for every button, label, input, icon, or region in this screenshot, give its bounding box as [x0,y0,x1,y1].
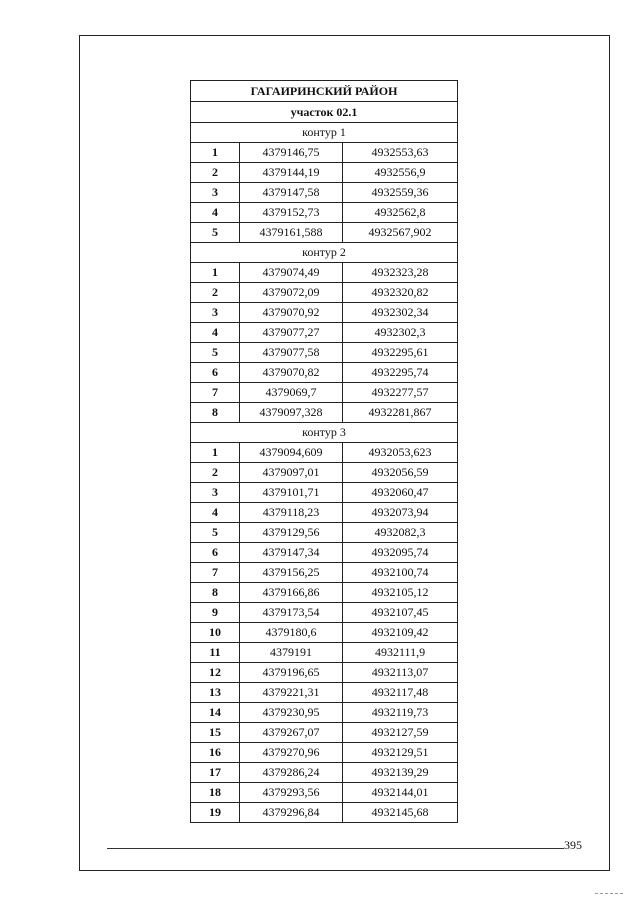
table-row [191,783,458,803]
table-row [191,163,458,183]
coordinate-x: 4379077,27 [240,323,343,343]
table-row [191,683,458,703]
table-row [191,463,458,483]
table-row [191,743,458,763]
table-row [191,543,458,563]
point-number: 8 [191,403,240,423]
coordinates-table-body [191,81,458,823]
coordinate-x: 4379156,25 [240,563,343,583]
coordinate-x: 4379286,24 [240,763,343,783]
table-row [191,203,458,223]
contour-label: контур 1 [191,123,458,143]
point-number: 9 [191,603,240,623]
coordinate-y: 4932095,74 [343,543,458,563]
point-number: 2 [191,163,240,183]
point-number: 5 [191,343,240,363]
table-row [191,703,458,723]
coordinate-y: 4932139,29 [343,763,458,783]
coordinate-y: 4932302,3 [343,323,458,343]
coordinate-x: 4379074,49 [240,263,343,283]
coordinate-x: 4379166,86 [240,583,343,603]
table-row [191,563,458,583]
point-number: 4 [191,503,240,523]
point-number: 17 [191,763,240,783]
coordinate-y: 4932109,42 [343,623,458,643]
table-row [191,763,458,783]
contour-label: контур 2 [191,243,458,263]
coordinate-y: 4932056,59 [343,463,458,483]
coordinate-y: 4932553,63 [343,143,458,163]
coordinate-y: 4932082,3 [343,523,458,543]
coordinate-x: 4379070,82 [240,363,343,383]
table-row [191,523,458,543]
coordinate-y: 4932559,36 [343,183,458,203]
coordinate-y: 4932302,34 [343,303,458,323]
table-row [191,443,458,463]
coordinate-y: 4932111,9 [343,643,458,663]
coordinate-y: 4932145,68 [343,803,458,823]
contour-header-row [191,243,458,263]
table-row [191,183,458,203]
coordinate-y: 4932119,73 [343,703,458,723]
contour-header-row [191,123,458,143]
coordinate-x: 4379072,09 [240,283,343,303]
point-number: 4 [191,203,240,223]
table-row [191,363,458,383]
contour-label: контур 3 [191,423,458,443]
table-row [191,663,458,683]
coordinate-y: 4932053,623 [343,443,458,463]
coordinate-y: 4932060,47 [343,483,458,503]
coordinate-x: 4379267,07 [240,723,343,743]
point-number: 18 [191,783,240,803]
coordinate-y: 4932556,9 [343,163,458,183]
point-number: 12 [191,663,240,683]
point-number: 13 [191,683,240,703]
coordinate-y: 4932567,902 [343,223,458,243]
coordinate-y: 4932323,28 [343,263,458,283]
point-number: 14 [191,703,240,723]
coordinate-y: 4932100,74 [343,563,458,583]
coordinate-x: 4379077,58 [240,343,343,363]
point-number: 19 [191,803,240,823]
coordinate-x: 4379196,65 [240,663,343,683]
coordinate-x: 4379191 [240,643,343,663]
coordinate-x: 4379097,01 [240,463,343,483]
coordinate-x: 4379097,328 [240,403,343,423]
point-number: 1 [191,143,240,163]
table-row [191,303,458,323]
coordinate-x: 4379230,95 [240,703,343,723]
point-number: 3 [191,303,240,323]
coordinate-y: 4932277,57 [343,383,458,403]
point-number: 3 [191,183,240,203]
point-number: 15 [191,723,240,743]
table-row [191,603,458,623]
coordinate-x: 4379118,23 [240,503,343,523]
table-row [191,383,458,403]
coordinate-x: 4379094,609 [240,443,343,463]
coordinate-x: 4379173,54 [240,603,343,623]
point-number: 2 [191,463,240,483]
coordinate-y: 4932073,94 [343,503,458,523]
point-number: 16 [191,743,240,763]
point-number: 7 [191,563,240,583]
table-row [191,583,458,603]
point-number: 1 [191,443,240,463]
point-number: 5 [191,223,240,243]
table-row [191,223,458,243]
district-title: ГАГАИРИНСКИЙ РАЙОН [191,81,458,102]
table-row [191,503,458,523]
point-number: 7 [191,383,240,403]
coordinate-y: 4932107,45 [343,603,458,623]
footer-line [107,848,564,849]
point-number: 5 [191,523,240,543]
coordinate-y: 4932562,8 [343,203,458,223]
table-row [191,143,458,163]
table-row [191,283,458,303]
table-row [191,263,458,283]
coordinate-x: 4379180,6 [240,623,343,643]
coordinates-table [190,80,458,823]
point-number: 1 [191,263,240,283]
coordinate-x: 4379152,73 [240,203,343,223]
point-number: 2 [191,283,240,303]
coordinate-x: 4379147,58 [240,183,343,203]
coordinate-y: 4932113,07 [343,663,458,683]
scan-mark [595,893,623,894]
district-row [191,81,458,102]
table-row [191,323,458,343]
coordinate-y: 4932129,51 [343,743,458,763]
coordinate-x: 4379270,96 [240,743,343,763]
table-row [191,403,458,423]
table-row [191,723,458,743]
point-number: 4 [191,323,240,343]
table-row [191,483,458,503]
coordinate-y: 4932295,74 [343,363,458,383]
point-number: 6 [191,543,240,563]
point-number: 3 [191,483,240,503]
coordinate-y: 4932144,01 [343,783,458,803]
coordinate-y: 4932117,48 [343,683,458,703]
table-row [191,803,458,823]
point-number: 11 [191,643,240,663]
coordinate-y: 4932127,59 [343,723,458,743]
coordinate-x: 4379070,92 [240,303,343,323]
coordinate-x: 4379221,31 [240,683,343,703]
point-number: 8 [191,583,240,603]
coordinate-y: 4932105,12 [343,583,458,603]
coordinate-y: 4932295,61 [343,343,458,363]
plot-title: участок 02.1 [191,102,458,123]
coordinate-x: 4379146,75 [240,143,343,163]
coordinate-x: 4379129,56 [240,523,343,543]
table-row [191,623,458,643]
coordinate-x: 4379147,34 [240,543,343,563]
page-number: 395 [564,838,582,852]
coordinate-x: 4379296,84 [240,803,343,823]
coordinate-x: 4379293,56 [240,783,343,803]
point-number: 10 [191,623,240,643]
plot-row [191,102,458,123]
coordinate-x: 4379144,19 [240,163,343,183]
contour-header-row [191,423,458,443]
table-row [191,343,458,363]
coordinate-y: 4932320,82 [343,283,458,303]
coordinate-y: 4932281,867 [343,403,458,423]
table-row [191,643,458,663]
coordinate-x: 4379101,71 [240,483,343,503]
coordinate-x: 4379161,588 [240,223,343,243]
point-number: 6 [191,363,240,383]
coordinate-x: 4379069,7 [240,383,343,403]
